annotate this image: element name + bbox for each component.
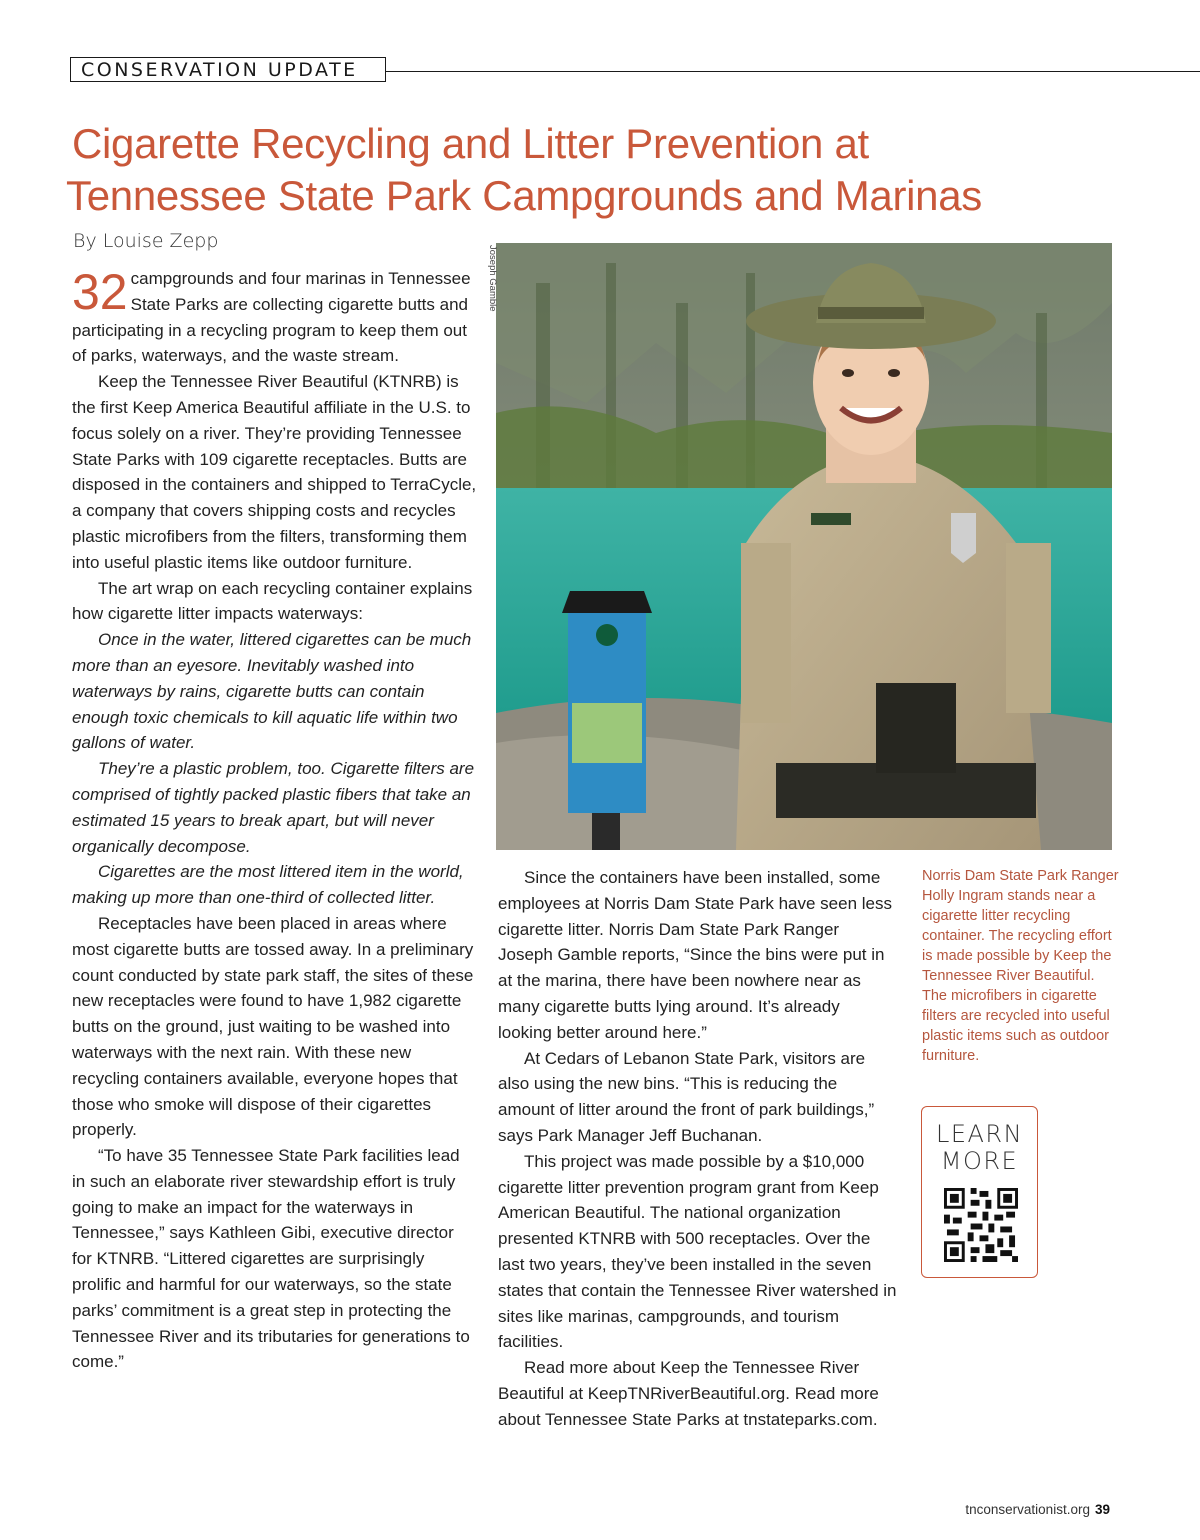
article-paragraph-8: “To have 35 Tennessee State Park facilities lead in such an elaborate river stewardship effort is truly going to make an impact for the waterways in Tennessee,” says Kathleen Gibi, executive director for KTNRB. “Littered cigarettes are surprisingly prolific and harmful for our waterways, so the state parks’ commitment is a great step in protecting the Tennessee River and its tributaries for generations to come.” — [72, 1146, 470, 1372]
dropcap: 32 — [72, 264, 128, 320]
article-paragraph-10: At Cedars of Lebanon State Park, visitors are also using the new bins. “This is reducing the amount of litter around the front of park buildings,” says Park Manager Jeff Buchanan. — [498, 1048, 875, 1145]
qr-code-icon[interactable] — [944, 1188, 1018, 1262]
headline-line-2: Tennessee State Park Campgrounds and Marinas — [66, 172, 982, 219]
learn-more-line-2: MORE — [940, 1147, 1019, 1175]
paragraph-text: campgrounds and four marinas in Tennessee State Parks are collecting cigarette butts and participating in a recycling program to keep them out of parks, waterways, and the waste stream. — [72, 269, 471, 366]
article-paragraph-12: Read more about Keep the Tennessee River Beautiful at KeepTNRiverBeautiful.org. Read more about Tennessee State Parks at tnstateparks.com. — [498, 1358, 879, 1429]
article-paragraph-7: Receptacles have been placed in areas where most cigarette butts are tossed away. In a preliminary count conducted by state park staff, the sites of these new receptacles were found to have 1,982 cigarette butts on the ground, just waiting to be washed into waterways with the next rain. With these new recycling containers available, everyone hopes that those who smoke will dispose of their cigarettes properly. — [72, 913, 474, 1140]
page-number: 39 — [1094, 1502, 1110, 1517]
section-label: CONSERVATION UPDATE — [70, 57, 386, 82]
article-quote-paragraph-1: Once in the water, littered cigarettes can be much more than an eyesore. Inevitably washed into waterways by rains, cigarette butts can contain enough toxic chemicals to kill aquatic life within two gallons of water. — [72, 630, 472, 753]
article-quote-paragraph-3: Cigarettes are the most littered item in the world, making up more than one-third of collected litter. — [72, 862, 464, 908]
byline: By Louise Zepp — [73, 230, 219, 252]
article-paragraph-2: Keep the Tennessee River Beautiful (KTNRB) is the first Keep America Beautiful affiliate in the U.S. to focus solely on a river. They’re providing Tennessee State Parks with 109 cigarette receptacles. Butts are disposed in the containers and shipped to TerraCycle, a company that covers shipping costs and recycles plastic microfibers from the filters, transforming them into useful plastic items like outdoor furniture. — [72, 372, 477, 572]
recycling-container — [562, 591, 652, 850]
article-column-middle — [498, 865, 898, 1433]
article-column-left — [72, 266, 477, 1375]
page-footer — [965, 1502, 1110, 1517]
article-paragraph-11: This project was made possible by a $10,000 cigarette litter prevention program grant from Keep American Beautiful. The national organization presented KTNRB with 500 receptacles. Over the last two years, they’ve been installed in the seven states that contain the Tennessee River watershed in sites like marinas, campgrounds, and tourism facilities. — [498, 1151, 897, 1352]
photo-caption: Norris Dam State Park Ranger Holly Ingram stands near a cigarette litter recycling container. The recycling effort is made possible by Keep the Tennessee River Beautiful. The microfibers in cigarette filters are recycled into useful plastic items such as outdoor furniture. — [922, 868, 1119, 1064]
learn-more-line-1: LEARN — [935, 1120, 1024, 1148]
article-paragraph-3: The art wrap on each recycling container explains how cigarette litter impacts waterways: — [72, 578, 473, 624]
ranger-photo — [496, 243, 1112, 850]
park-ranger-photo-icon — [496, 243, 1112, 850]
article-paragraph-9: Since the containers have been installed, some employees at Norris Dam State Park have seen less cigarette litter. Norris Dam State Park Ranger Joseph Gamble reports, “Since the bins were put in at the marina, there have been nowhere near as many cigarette butts lying around. It’s already looking better around here.” — [498, 868, 893, 1042]
headline — [66, 118, 982, 222]
article-quote-paragraph-2: They’re a plastic problem, too. Cigarette filters are comprised of tightly packed plastic fibers that take an estimated 15 years to break apart, but will never organically decompose. — [72, 759, 475, 856]
headline-line-1: Cigarette Recycling and Litter Prevention at — [72, 120, 869, 167]
footer-site: tnconservationist.org — [965, 1502, 1090, 1517]
photo-credit: Joseph Gamble — [487, 245, 498, 312]
article-paragraph-1 — [72, 266, 477, 369]
learn-more-text — [922, 1121, 1037, 1175]
learn-more-box[interactable] — [921, 1106, 1038, 1278]
section-rule — [386, 71, 1200, 72]
